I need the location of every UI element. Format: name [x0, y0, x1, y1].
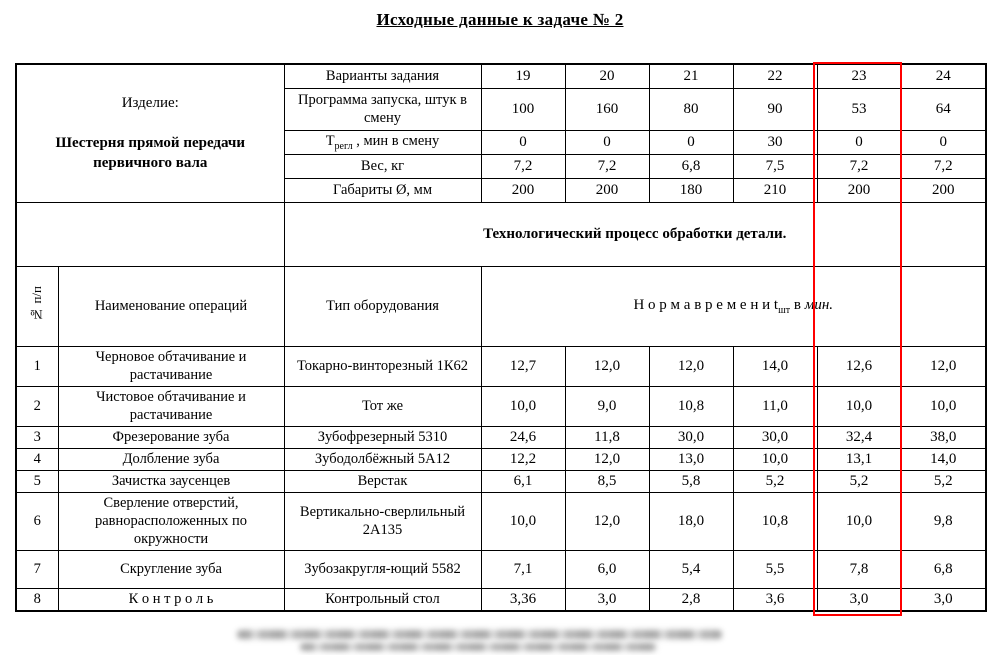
section-title: Технологический процесс обработки детали. [284, 202, 986, 266]
op-value: 12,0 [649, 346, 733, 386]
op-equipment: Контрольный стол [284, 588, 481, 610]
operation-row [16, 426, 986, 448]
section-row [16, 202, 986, 266]
op-value: 10,8 [649, 386, 733, 426]
op-value: 12,0 [565, 492, 649, 550]
param-value: 0 [901, 130, 986, 154]
param-value: 7,2 [817, 154, 901, 178]
op-value-highlighted: 10,0 [817, 386, 901, 426]
param-value: 200 [817, 178, 901, 202]
page-title: Исходные данные к задаче № 2 [376, 10, 624, 29]
op-value: 12,2 [481, 448, 565, 470]
op-value: 10,0 [481, 386, 565, 426]
treg-prefix: Т [325, 132, 335, 149]
num-header-cell [16, 266, 58, 346]
variant-number: 19 [481, 64, 565, 88]
num-header: № п/п [29, 285, 45, 322]
param-value: 7,2 [481, 154, 565, 178]
param-value: 53 [817, 88, 901, 130]
op-num: 5 [16, 470, 58, 492]
operation-row [16, 492, 986, 550]
op-value-highlighted: 32,4 [817, 426, 901, 448]
product-label: Изделие: [121, 94, 179, 111]
op-value: 11,8 [565, 426, 649, 448]
product-name: Шестерня прямой передачи первичного вала [55, 134, 246, 171]
operation-row [16, 386, 986, 426]
op-value: 6,0 [565, 550, 649, 588]
param-value: 6,8 [649, 154, 733, 178]
variant-number: 21 [649, 64, 733, 88]
param-value: 7,2 [565, 154, 649, 178]
param-value: 200 [901, 178, 986, 202]
param-value: 0 [565, 130, 649, 154]
op-value: 3,0 [901, 588, 986, 610]
op-value-highlighted: 5,2 [817, 470, 901, 492]
op-equipment: Токарно-винторезный 1К62 [284, 346, 481, 386]
op-name: Черновое обтачивание и растачивание [58, 346, 284, 386]
param-value: 210 [733, 178, 817, 202]
op-value: 38,0 [901, 426, 986, 448]
param-value: 100 [481, 88, 565, 130]
op-value: 10,8 [733, 492, 817, 550]
op-value: 5,8 [649, 470, 733, 492]
op-value: 6,1 [481, 470, 565, 492]
op-equipment: Зубофрезерный 5310 [284, 426, 481, 448]
norm-subscript: шт [778, 304, 791, 316]
op-value: 11,0 [733, 386, 817, 426]
variant-number: 20 [565, 64, 649, 88]
op-num: 3 [16, 426, 58, 448]
param-value: 160 [565, 88, 649, 130]
param-value: 200 [565, 178, 649, 202]
op-value: 3,36 [481, 588, 565, 610]
variant-number: 22 [733, 64, 817, 88]
op-value-highlighted: 7,8 [817, 550, 901, 588]
operation-row [16, 346, 986, 386]
op-equipment: Зубозакругля-ющий 5582 [284, 550, 481, 588]
treg-suffix: , мин в смену [352, 132, 440, 149]
op-value: 5,5 [733, 550, 817, 588]
op-value-highlighted: 13,1 [817, 448, 901, 470]
op-equipment: Зубодолбёжный 5А12 [284, 448, 481, 470]
param-value: 90 [733, 88, 817, 130]
op-value: 10,0 [733, 448, 817, 470]
op-value: 3,6 [733, 588, 817, 610]
op-value-highlighted: 3,0 [817, 588, 901, 610]
op-name: Долбление зуба [58, 448, 284, 470]
variants-row [16, 64, 986, 88]
norm-prefix: Н о р м а в р е м е н и t [633, 296, 779, 313]
product-cell [16, 64, 284, 202]
op-value: 9,0 [565, 386, 649, 426]
op-value: 30,0 [649, 426, 733, 448]
op-value: 12,0 [901, 346, 986, 386]
op-value: 3,0 [565, 588, 649, 610]
op-value: 12,0 [565, 346, 649, 386]
op-num: 1 [16, 346, 58, 386]
op-value: 30,0 [733, 426, 817, 448]
param-value: 180 [649, 178, 733, 202]
param-label [284, 130, 481, 154]
op-value: 12,0 [565, 448, 649, 470]
op-value: 5,4 [649, 550, 733, 588]
op-equipment: Вертикально-сверлильный 2А135 [284, 492, 481, 550]
operations-name-header: Наименование операций [58, 266, 284, 346]
op-name: К о н т р о л ь [58, 588, 284, 610]
data-table [15, 63, 987, 612]
op-num: 2 [16, 386, 58, 426]
op-value: 14,0 [901, 448, 986, 470]
op-name: Скругление зуба [58, 550, 284, 588]
variant-number: 24 [901, 64, 986, 88]
op-value: 24,6 [481, 426, 565, 448]
op-value-highlighted: 10,0 [817, 492, 901, 550]
op-num: 6 [16, 492, 58, 550]
op-value: 14,0 [733, 346, 817, 386]
param-value: 7,2 [901, 154, 986, 178]
op-value: 10,0 [901, 386, 986, 426]
op-value: 10,0 [481, 492, 565, 550]
op-value: 12,7 [481, 346, 565, 386]
operation-row [16, 448, 986, 470]
op-equipment: Тот же [284, 386, 481, 426]
redacted-text-line [237, 630, 722, 639]
param-value: 200 [481, 178, 565, 202]
operation-row [16, 470, 986, 492]
norm-mid: в [790, 296, 805, 313]
op-value: 5,2 [733, 470, 817, 492]
op-value: 7,1 [481, 550, 565, 588]
op-value: 8,5 [565, 470, 649, 492]
operation-row [16, 588, 986, 610]
variant-number-highlighted: 23 [817, 64, 901, 88]
param-value: 0 [817, 130, 901, 154]
op-value: 6,8 [901, 550, 986, 588]
op-value: 9,8 [901, 492, 986, 550]
param-value: 64 [901, 88, 986, 130]
param-value: 30 [733, 130, 817, 154]
op-name: Чистовое обтачивание и растачивание [58, 386, 284, 426]
param-value: 0 [649, 130, 733, 154]
param-label: Программа запуска, штук в смену [284, 88, 481, 130]
op-value: 2,8 [649, 588, 733, 610]
operation-row [16, 550, 986, 588]
op-name: Сверление отверстий, равнорасположенных по окружности [58, 492, 284, 550]
param-value: 0 [481, 130, 565, 154]
op-value-highlighted: 12,6 [817, 346, 901, 386]
op-name: Зачистка заусенцев [58, 470, 284, 492]
equipment-header: Тип оборудования [284, 266, 481, 346]
op-num: 8 [16, 588, 58, 610]
operations-header-row [16, 266, 986, 346]
op-value: 18,0 [649, 492, 733, 550]
treg-subscript: регл [334, 140, 353, 152]
param-value: 80 [649, 88, 733, 130]
op-value: 5,2 [901, 470, 986, 492]
op-name: Фрезерование зуба [58, 426, 284, 448]
norm-time-header [481, 266, 986, 346]
norm-unit: мин. [804, 296, 834, 313]
redacted-text-line [300, 643, 657, 651]
param-label: Вес, кг [284, 154, 481, 178]
param-label: Габариты Ø, мм [284, 178, 481, 202]
param-value: 7,5 [733, 154, 817, 178]
op-num: 7 [16, 550, 58, 588]
op-num: 4 [16, 448, 58, 470]
op-value: 13,0 [649, 448, 733, 470]
variants-label: Варианты задания [284, 64, 481, 88]
op-equipment: Верстак [284, 470, 481, 492]
empty-cell [16, 202, 284, 266]
